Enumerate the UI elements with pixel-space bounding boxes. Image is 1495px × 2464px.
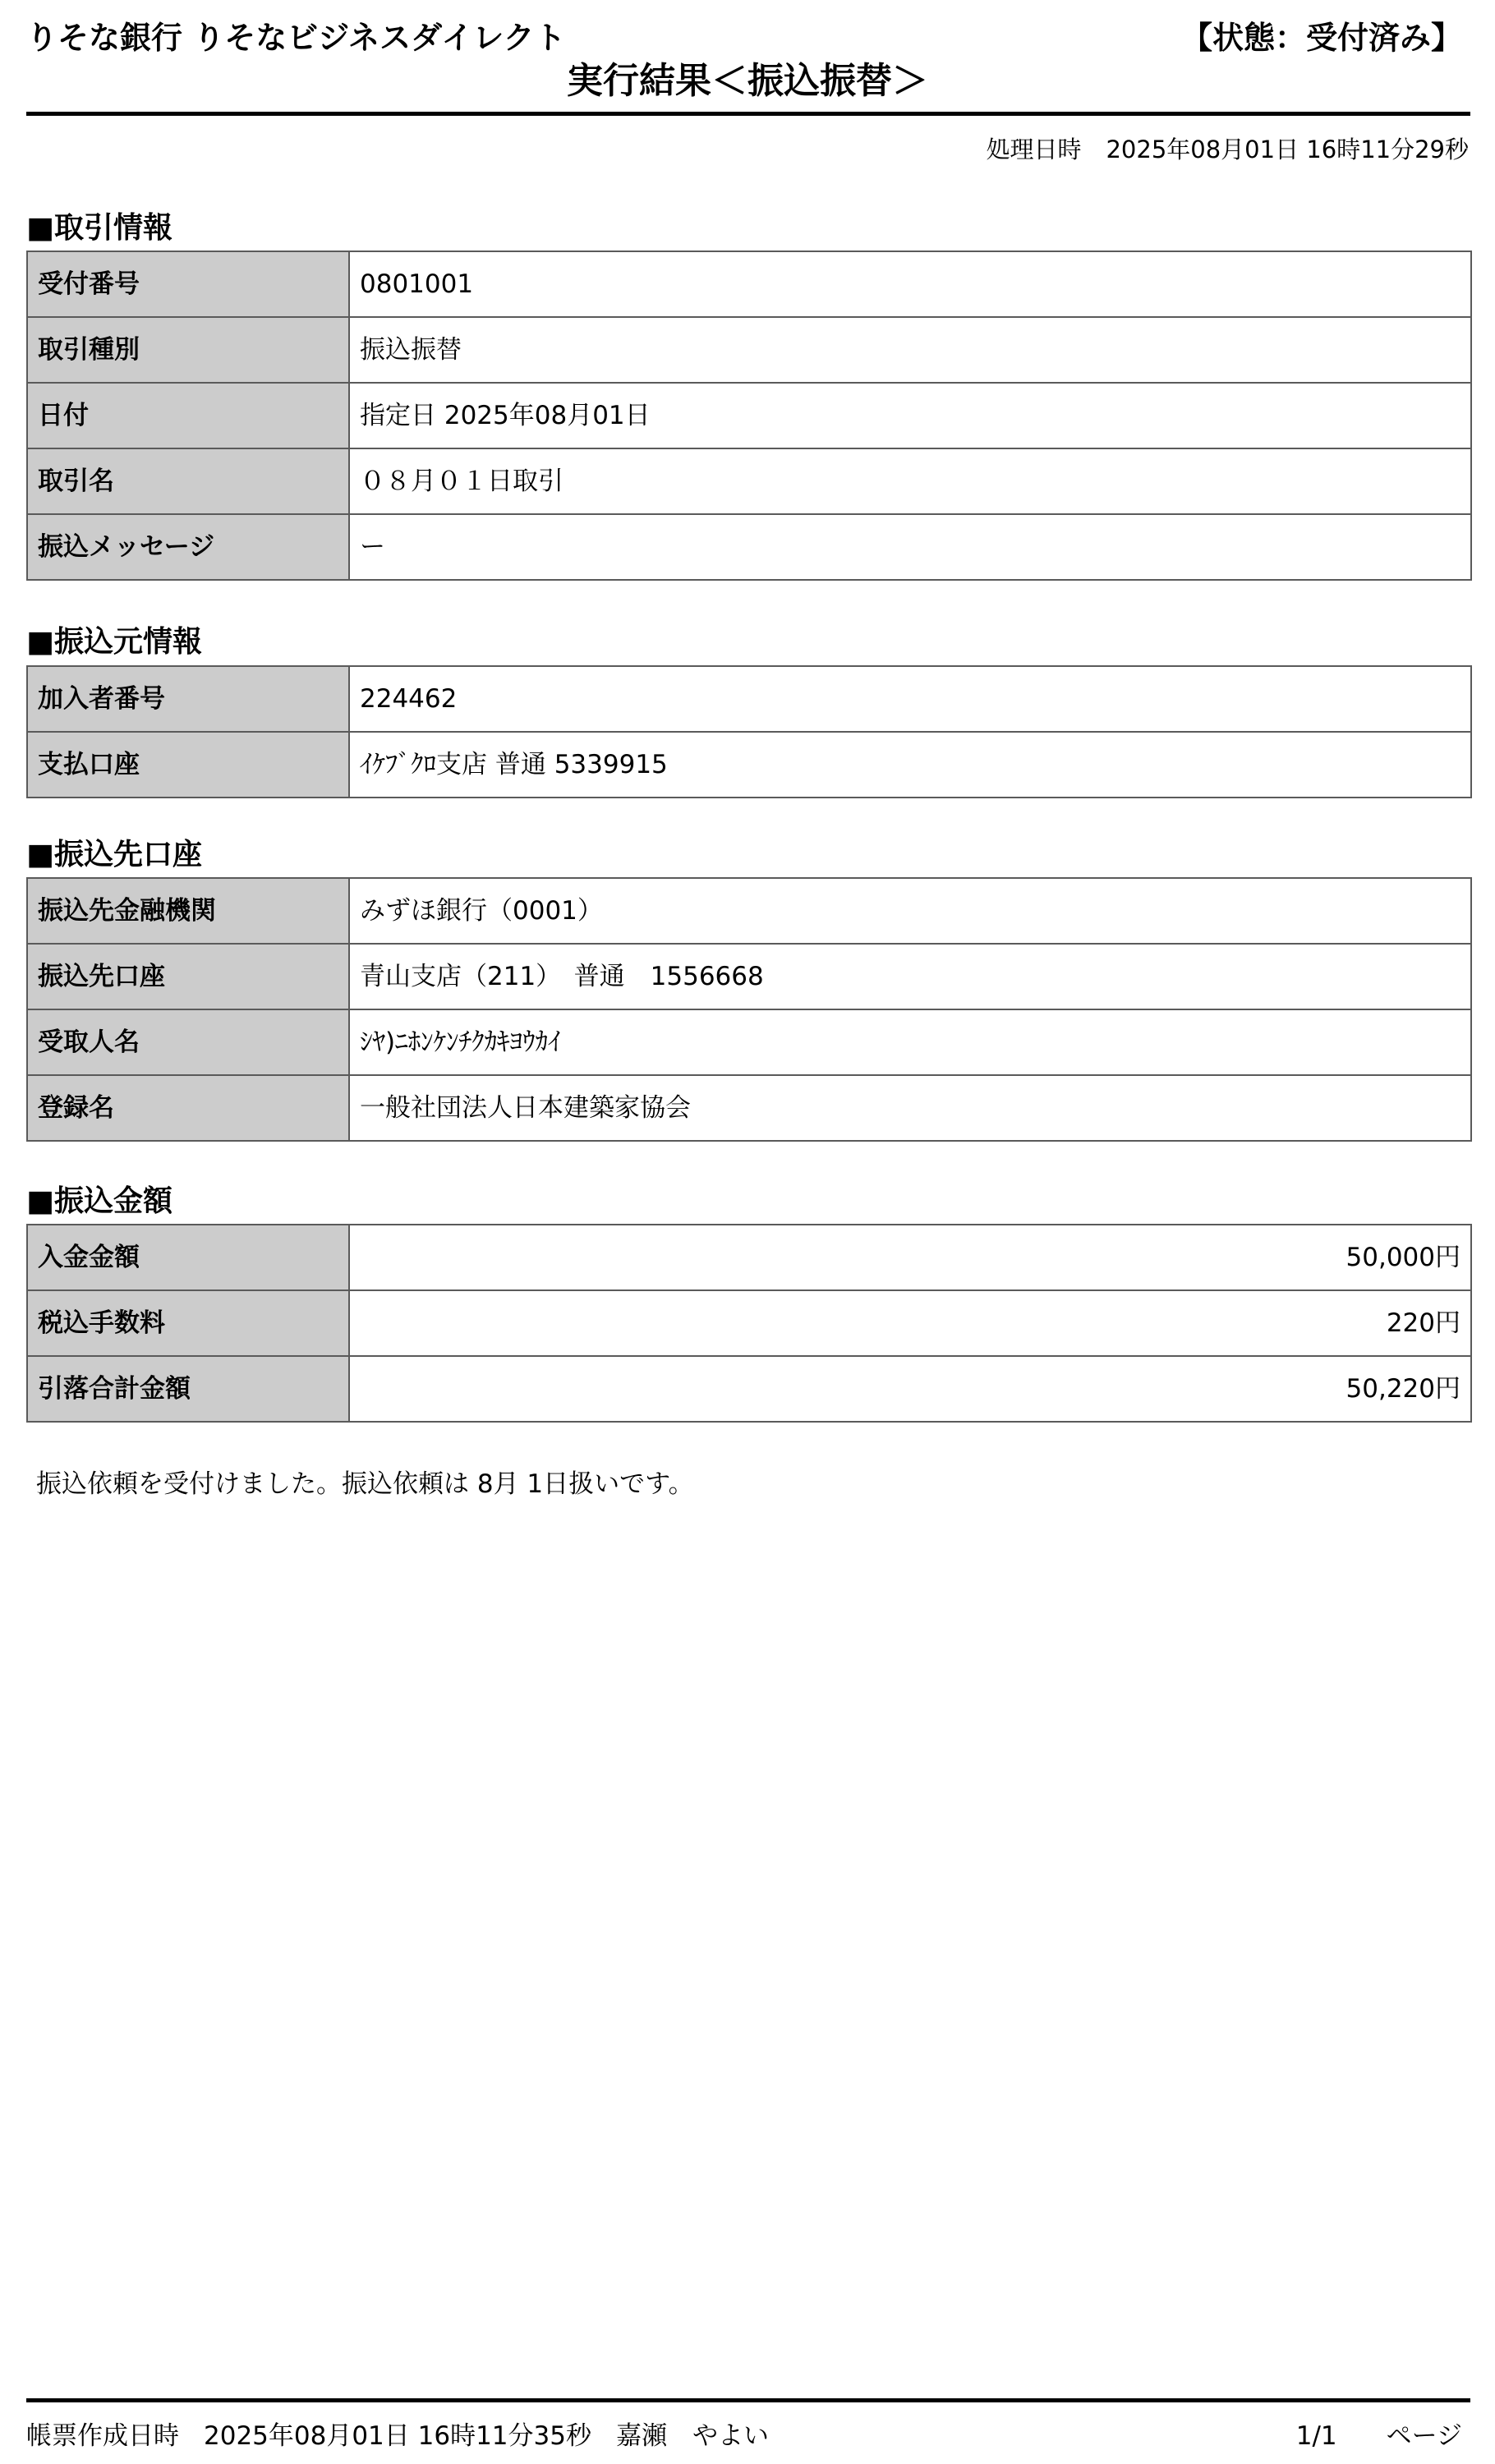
row-label: 振込先金融機関 [27,878,349,944]
row-label: 振込メッセージ [27,514,349,580]
table-row [27,1009,1471,1075]
table-row [27,1290,1471,1356]
processed-label: 処理日時 [986,136,1082,163]
receipt-number-value: 0801001 [349,251,1471,317]
table-row [27,448,1471,514]
row-label: 加入者番号 [27,666,349,732]
deposit-amount-value: 50,000円 [349,1225,1471,1290]
section-title-destination: ■振込先口座 [26,838,203,871]
transaction-name-value: ０８月０１日取引 [349,448,1471,514]
table-row [27,1225,1471,1290]
row-label: 受取人名 [27,1009,349,1075]
section-title-amount: ■振込金額 [26,1184,173,1218]
table-row [27,514,1471,580]
table-row [27,944,1471,1009]
header-divider [26,112,1470,116]
user-name: 嘉瀬 やよい [615,2421,769,2451]
page-title: 実行結果＜振込振替＞ [567,60,928,102]
registered-name-value: 一般社団法人日本建築家協会 [349,1075,1471,1141]
section-title-source: ■振込元情報 [26,625,203,659]
payment-account-value: ｲｹﾌﾞｸﾛ支店 普通 5339915 [349,732,1471,798]
page-indicator [1296,2418,1462,2454]
subscriber-number-value: 224462 [349,666,1471,732]
row-label: 取引名 [27,448,349,514]
destination-bank-value: みずほ銀行（0001） [349,878,1471,944]
destination-info-table [26,877,1472,1142]
report-created-info [26,2418,769,2454]
created-label: 帳票作成日時 [26,2421,179,2451]
row-label: 受付番号 [27,251,349,317]
table-row [27,383,1471,448]
row-label: 登録名 [27,1075,349,1141]
table-row [27,251,1471,317]
total-debit-value: 50,220円 [349,1356,1471,1422]
processed-datetime [986,131,1469,168]
acceptance-notice: 振込依頼を受付けました。振込依頼は 8月 1日扱いです。 [36,1469,694,1499]
row-label: 取引種別 [27,317,349,383]
page-label: ページ [1386,2421,1462,2451]
table-row [27,878,1471,944]
amount-info-table [26,1224,1472,1423]
table-row [27,1075,1471,1141]
created-value: 2025年08月01日 16時11分35秒 [204,2421,591,2451]
table-row [27,1356,1471,1422]
row-label: 引落合計金額 [27,1356,349,1422]
fee-value: 220円 [349,1290,1471,1356]
row-label: 入金金額 [27,1225,349,1290]
bank-name: りそな銀行 りそなビジネスダイレクト [26,20,566,56]
row-label: 日付 [27,383,349,448]
source-info-table [26,665,1472,798]
date-value: 指定日 2025年08月01日 [349,383,1471,448]
recipient-name-value: ｼﾔ)ﾆﾎﾝｹﾝﾁｸｶｷﾖｳｶｲ [349,1009,1471,1075]
row-label: 振込先口座 [27,944,349,1009]
status-badge: 【状態：受付済み】 [1180,20,1462,56]
table-row [27,666,1471,732]
footer-divider [26,2398,1470,2402]
table-row [27,732,1471,798]
table-row [27,317,1471,383]
destination-account-value: 青山支店（211） 普通 1556668 [349,944,1471,1009]
row-label: 税込手数料 [27,1290,349,1356]
transaction-type-value: 振込振替 [349,317,1471,383]
processed-value: 2025年08月01日 16時11分29秒 [1106,136,1469,163]
row-label: 支払口座 [27,732,349,798]
section-title-transaction: ■取引情報 [26,211,173,245]
transaction-info-table [26,251,1472,581]
page-number: 1/1 [1295,2421,1337,2451]
transfer-message-value: ー [349,514,1471,580]
